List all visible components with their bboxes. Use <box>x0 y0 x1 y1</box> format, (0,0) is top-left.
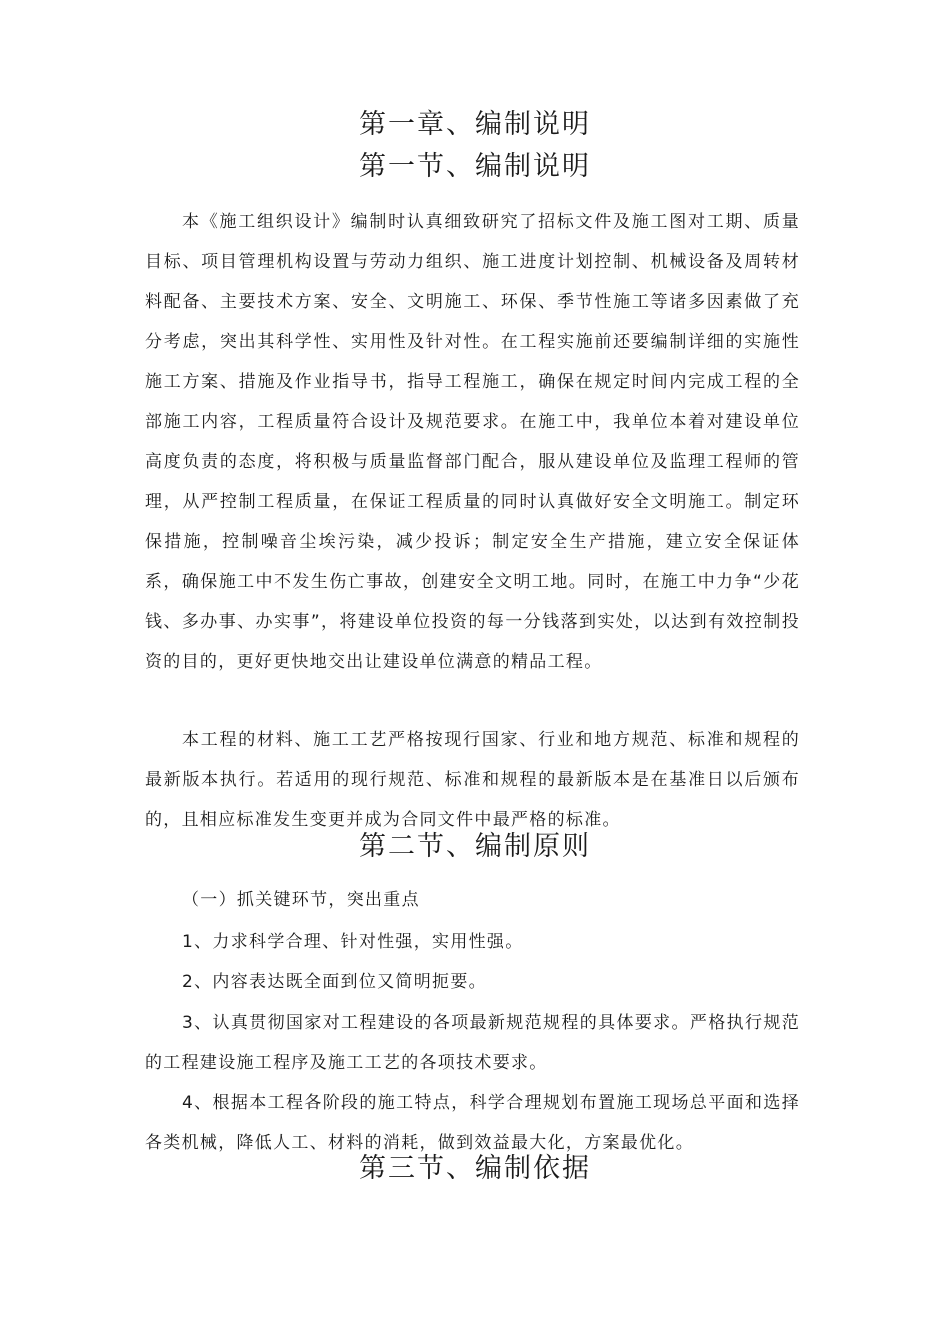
section-title-3: 第三节、编制依据 <box>359 1153 591 1184</box>
chapter-title: 第一章、编制说明 <box>359 109 591 140</box>
section-title-1: 第一节、编制说明 <box>359 151 591 182</box>
principle-item-4: 4、根据本工程各阶段的施工特点，科学合理规划布置施工现场总平面和选择各类机械，降低人工、材料的消耗，做到效益最大化，方案最优化。 <box>145 1093 800 1153</box>
section-1-paragraph-1: 本《施工组织设计》编制时认真细致研究了招标文件及施工图对工期、质量目标、项目管理机构设置与劳动力组织、施工进度计划控制、机械设备及周转材料配备、主要技术方案、安全、文明施工、环保、季节性施工等诸多因素做了充分考虑，突出其科学性、实用性及针对性。在工程实施前还要编制详细的实施性施工方案、措施及作业指导书，指导工程施工，确保在规定时间内完成工程的全部施工内容，工程质量符合设计及规范要求。在施工中，我单位本着对建设单位高度负责的态度，将积极与质量监督部门配合，服从建设单位及监理工程师的管理，从严控制工程质量，在保证工程质量的同时认真做好安全文明施工。制定环保措施，控制噪音尘埃污染，减少投诉；制定安全生产措施，建立安全保证体系，确保施工中不发生伤亡事故，创建安全文明工地。同时，在施工中力争“少花钱、多办事、办实事”，将建设单位投资的每一分钱落到实处，以达到有效控制投资的目的，更好更快地交出让建设单位满意的精品工程。 <box>145 212 800 672</box>
principle-item-3: 3、认真贯彻国家对工程建设的各项最新规范规程的具体要求。严格执行规范的工程建设施工程序及施工工艺的各项技术要求。 <box>145 1013 800 1073</box>
section-1-paragraph-2: 本工程的材料、施工工艺严格按现行国家、行业和地方规范、标准和规程的最新版本执行。若适用的现行规范、标准和规程的最新版本是在基准日以后颁布的，且相应标准发生变更并成为合同文件中最严格的标准。 <box>145 730 800 830</box>
section-title-2: 第二节、编制原则 <box>359 831 591 862</box>
principle-item-heading: （一）抓关键环节，突出重点 <box>182 890 420 910</box>
principle-item-2: 2、内容表达既全面到位又简明扼要。 <box>182 972 487 992</box>
principle-item-1: 1、力求科学合理、针对性强，实用性强。 <box>182 932 524 952</box>
